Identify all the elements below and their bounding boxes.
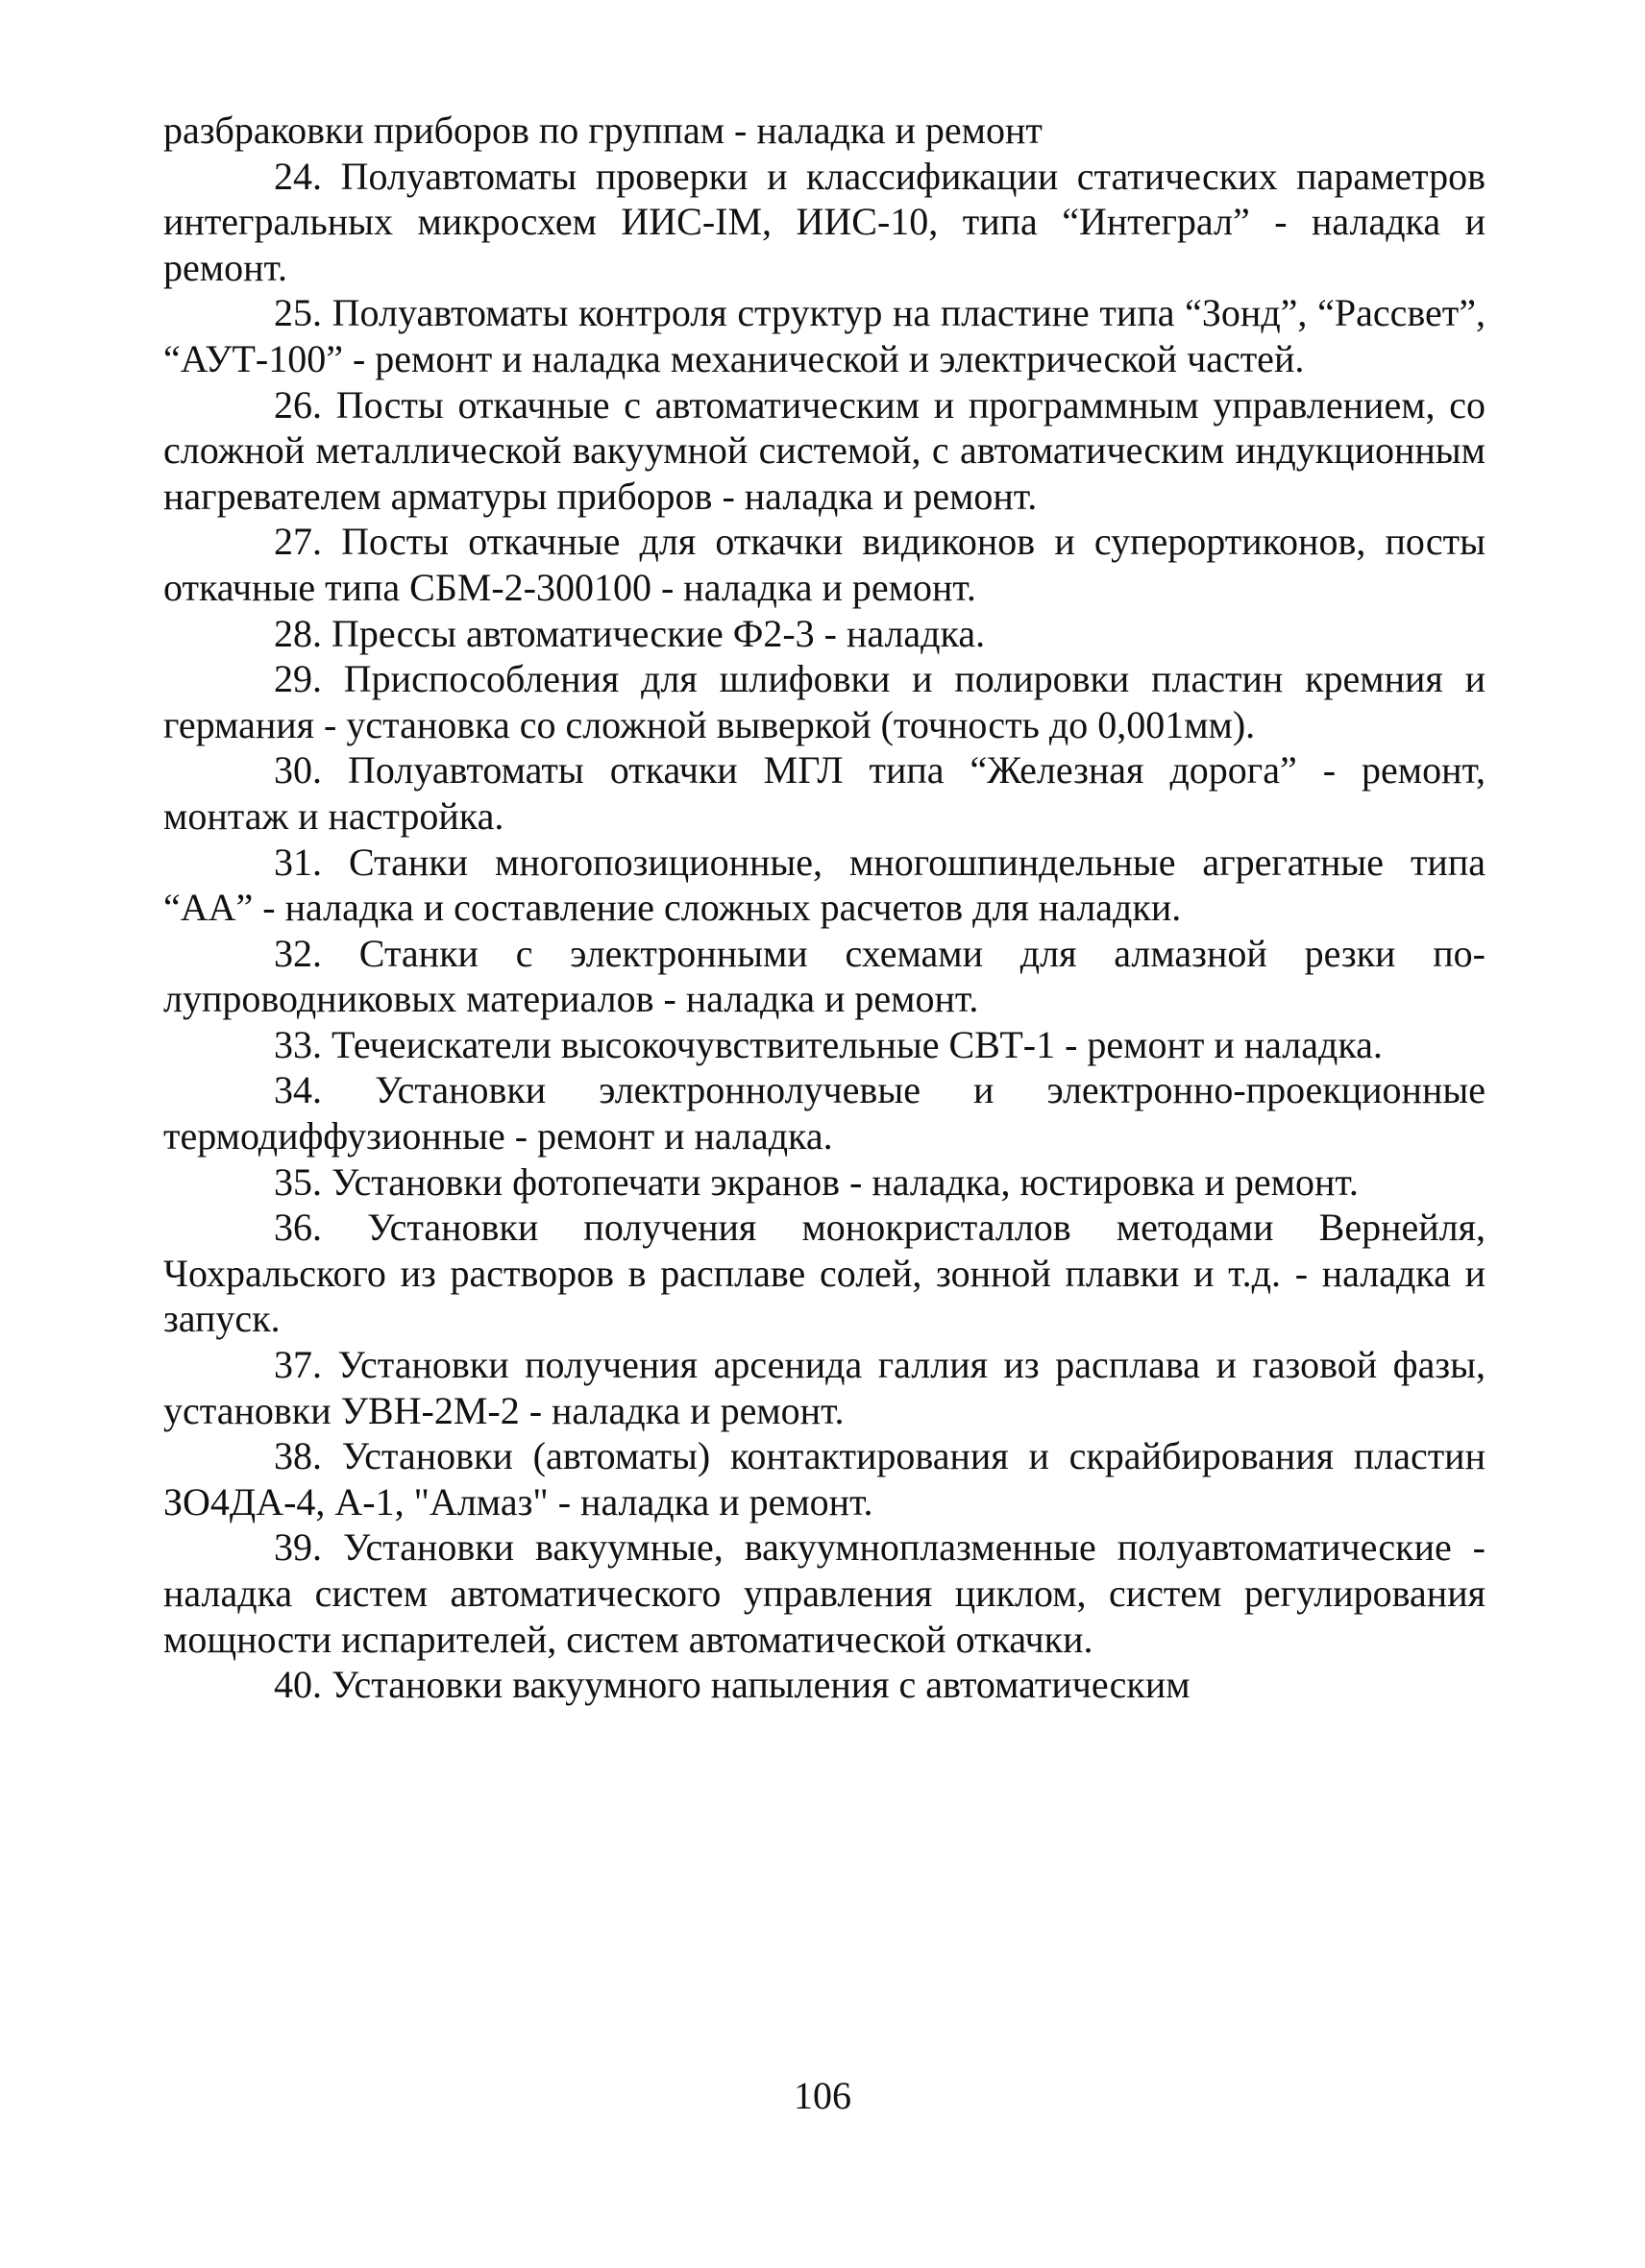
list-item-30: 30. Полуавтоматы откачки МГЛ типа “Железная дорога” - ремонт, монтаж и настройка. [163, 748, 1485, 838]
list-item-31: 31. Станки многопозиционные, многошпиндельные агрегатные типа “АА” - наладка и составление сложных расчетов для наладки. [163, 840, 1485, 930]
list-item-27: 27. Посты откачные для откачки видиконов и суперортиконов, посты откачные типа СБМ-2-300100 - наладка и ремонт. [163, 520, 1485, 609]
list-item-28: 28. Прессы автоматические Ф2-3 - наладка. [274, 611, 986, 655]
list-item-26: 26. Посты откачные с автоматическим и программным управлением, со сложной металлической вакуумной системой, с автоматическим индукционным нагревателем арматуры приборов - наладка и ремонт. [163, 382, 1485, 518]
list-item-24: 24. Полуавтоматы проверки и классификации статических параметров интегральных микросхем ИИС-IM, ИИС-10, типа “Интеграл” - наладка и ремонт. [163, 154, 1485, 289]
list-item-32: 32. Станки с электронными схемами для алмазной резки полупроводниковых материалов - наладка и ремонт. [163, 931, 1485, 1021]
list-item-39: 39. Установки вакуумные, вакуумноплазменные полуавтоматические - наладка систем автоматического управления циклом, систем регулирования мощности испарителей, систем автоматической откачки. [163, 1525, 1485, 1661]
list-item-29: 29. Приспособления для шлифовки и полировки пластин кремния и германия - установка со сложной выверкой (точность до 0,001мм). [163, 657, 1485, 746]
list-item-37: 37. Установки получения арсенида галлия из расплава и газовой фазы, установки УВН-2М-2 - наладка и ремонт. [163, 1343, 1485, 1432]
list-item-34: 34. Установки электроннолучевые и электронно-проекционные термодиффузионные - ремонт и наладка. [163, 1068, 1485, 1158]
list-item-33: 33. Течеискатели высокочувствительные СВТ-1 - ремонт и наладка. [274, 1022, 1383, 1066]
document-body [163, 108, 1485, 1708]
list-item-40: 40. Установки вакуумного напыления с автоматическим [274, 1663, 1191, 1707]
list-item-38: 38. Установки (автоматы) контактирования и скрайбирования пластин ЗО4ДА-4, А-1, "Алмаз" - наладка и ремонт. [163, 1434, 1485, 1524]
list-item-36: 36. Установки получения монокристаллов методами Вернейля, Чохральского из растворов в расплаве солей, зонной плавки и т.д. - наладка и запуск. [163, 1206, 1485, 1341]
paragraph-continuation: разбраковки приборов по группам - наладка и ремонт [163, 109, 1043, 152]
page-number: 106 [794, 2074, 851, 2117]
list-item-25: 25. Полуавтоматы контроля структур на пластине типа “Зонд”, “Рассвет”, “АУТ-100” - ремонт и наладка механической и электрической частей. [163, 291, 1485, 380]
list-item-35: 35. Установки фотопечати экранов - наладка, юстировка и ремонт. [274, 1159, 1359, 1204]
